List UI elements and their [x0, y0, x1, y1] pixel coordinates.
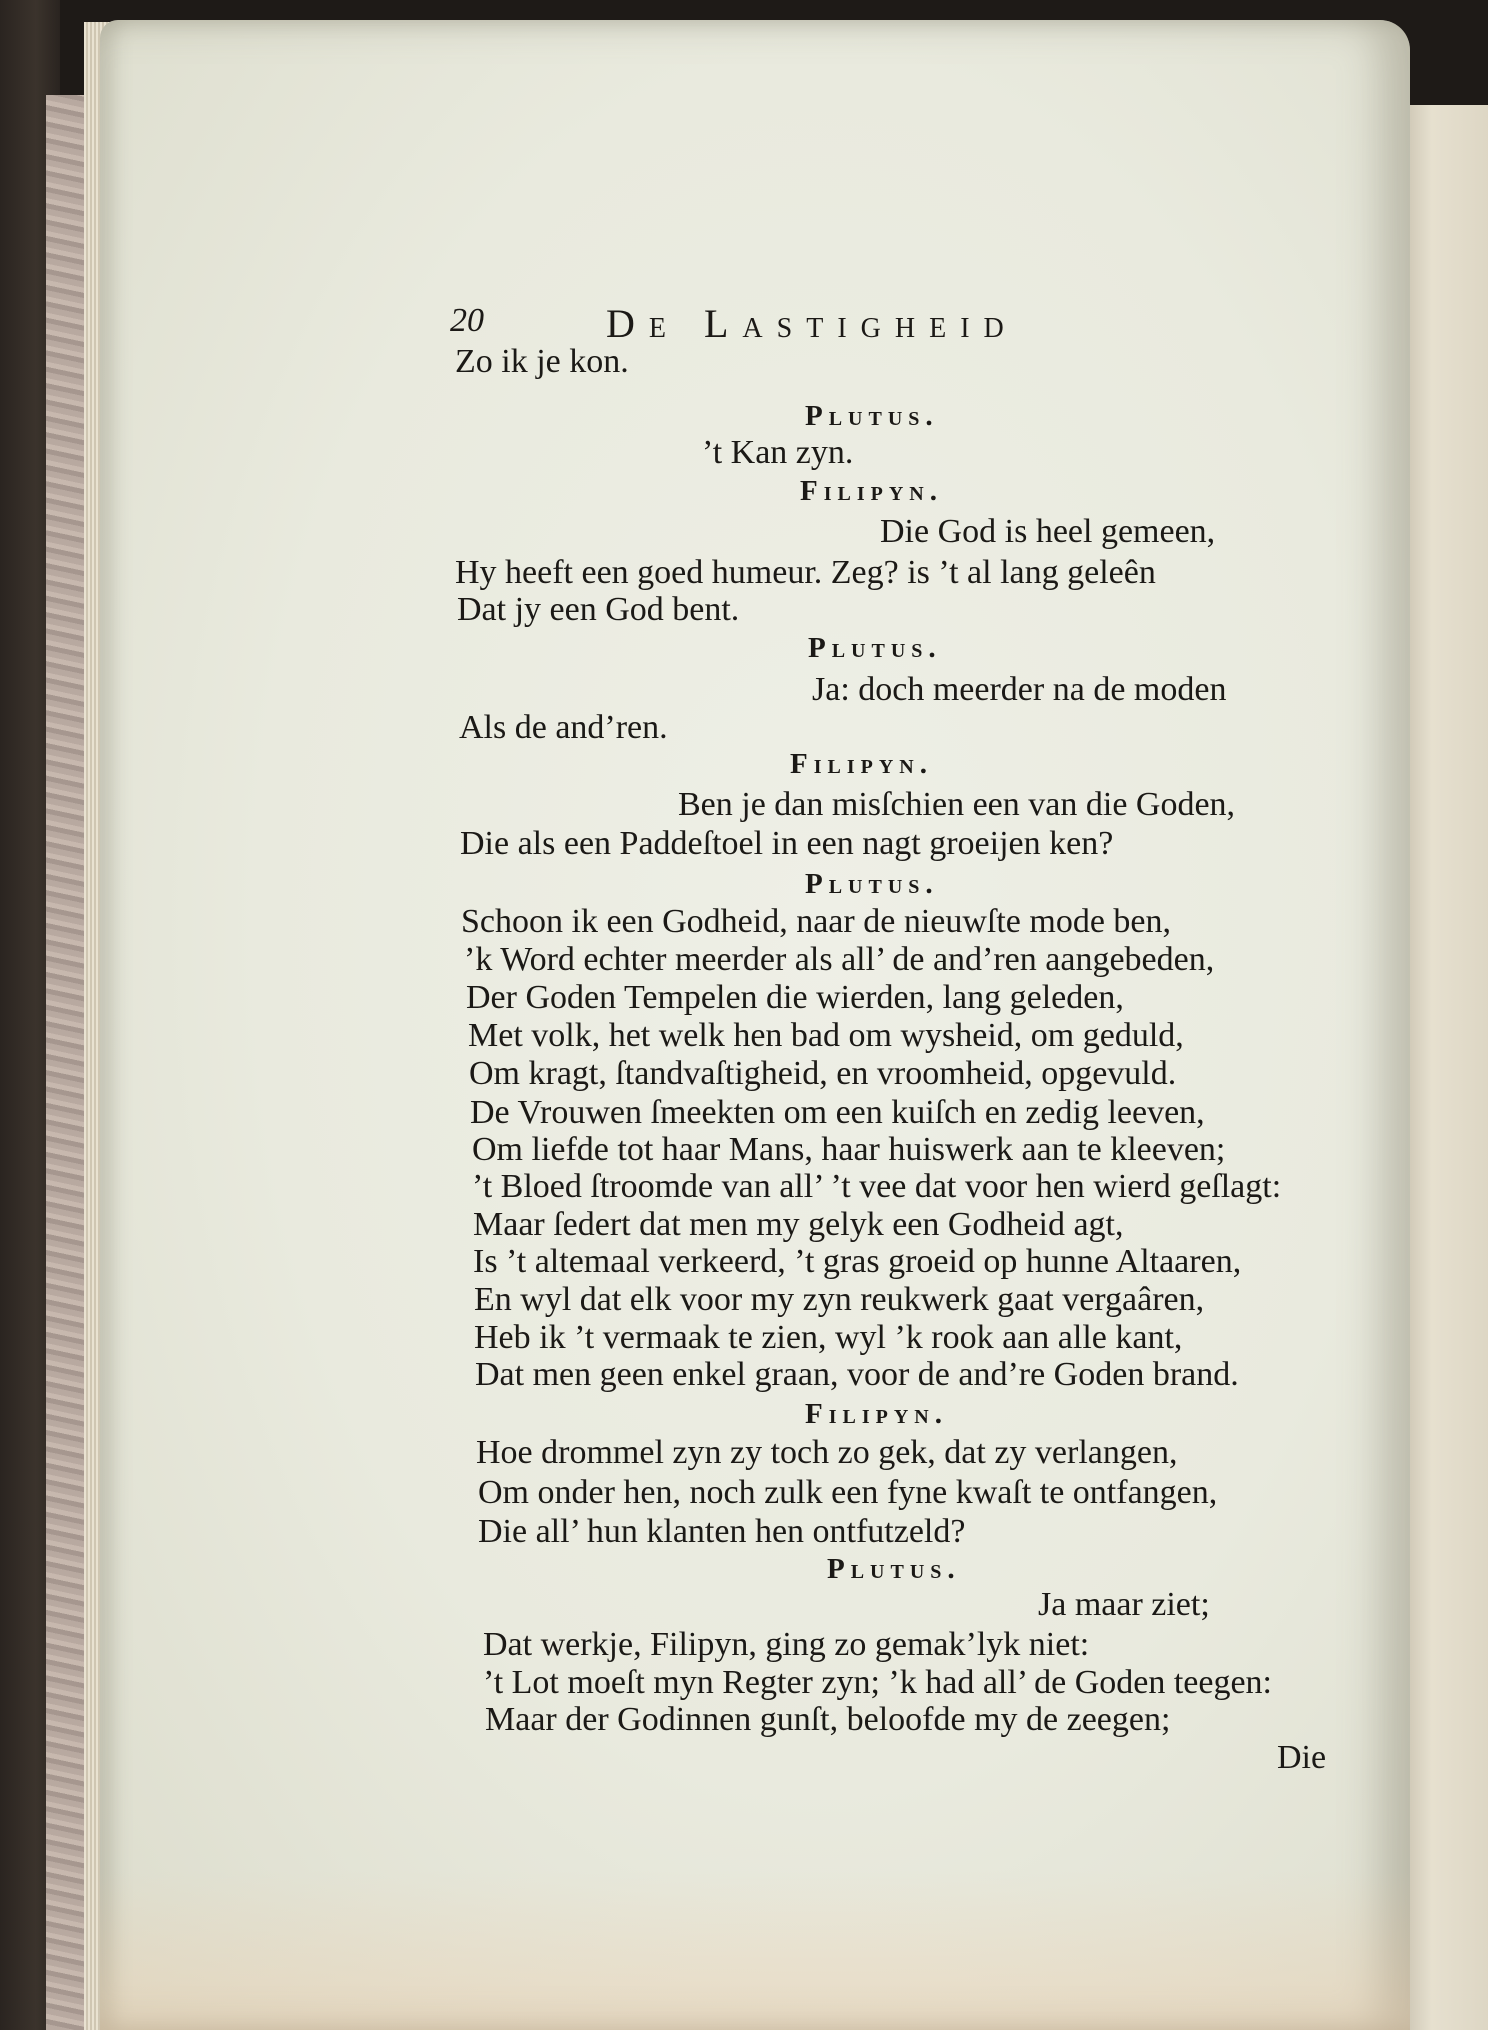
- verse-line: Dat men geen enkel graan, voor de and’re Goden brand.: [475, 1356, 1239, 1393]
- verse-line: En wyl dat elk voor my zyn reukwerk gaat vergaâren,: [474, 1281, 1205, 1318]
- speaker-name: Filipyn.: [805, 1398, 948, 1430]
- page-number: 20: [450, 302, 484, 339]
- speaker-name: Plutus.: [827, 1553, 961, 1585]
- verse-line: Heb ik ’t vermaak te zien, wyl ’k rook aan alle kant,: [474, 1319, 1183, 1356]
- verse-line: Zo ik je kon.: [455, 343, 629, 380]
- verse-line: Die all’ hun klanten hen ontfutzeld?: [478, 1513, 966, 1550]
- verse-line: Om onder hen, noch zulk een fyne kwaſt te ontfangen,: [478, 1474, 1218, 1511]
- verse-line: Dat jy een God bent.: [457, 591, 740, 628]
- verse-line: De Vrouwen ſmeekten om een kuiſch en zedig leeven,: [470, 1094, 1205, 1131]
- verse-line: Ben je dan misſchien een van die Goden,: [678, 786, 1236, 823]
- verse-line: Ja maar ziet;: [1038, 1586, 1210, 1623]
- verse-line: Is ’t altemaal verkeerd, ’t gras groeid op hunne Altaaren,: [473, 1243, 1242, 1280]
- verse-line: ’t Bloed ſtroomde van all’ ’t vee dat voor hen wierd geſlagt:: [472, 1168, 1282, 1205]
- running-title: De Lastigheid: [606, 301, 1018, 346]
- verse-line: Schoon ik een Godheid, naar de nieuwſte mode ben,: [461, 903, 1172, 940]
- verse-line: Met volk, het welk hen bad om wysheid, om geduld,: [468, 1017, 1184, 1054]
- verse-line: ’t Kan zyn.: [702, 434, 854, 471]
- speaker-name: Filipyn.: [790, 748, 933, 780]
- verse-line: Maar der Godinnen gunſt, beloofde my de zeegen;: [485, 1701, 1171, 1738]
- verse-line: Om liefde tot haar Mans, haar huiswerk aan te kleeven;: [472, 1131, 1226, 1168]
- speaker-name: Plutus.: [808, 632, 942, 664]
- speaker-name: Filipyn.: [800, 475, 943, 507]
- verse-line: Die als een Paddeſtoel in een nagt groeijen ken?: [460, 825, 1114, 862]
- verse-line: Maar ſedert dat men my gelyk een Godheid agt,: [473, 1206, 1124, 1243]
- verse-line: Als de and’ren.: [459, 709, 668, 746]
- verse-line: ’k Word echter meerder als all’ de and’ren aangebeden,: [464, 941, 1215, 978]
- verse-line: Die God is heel gemeen,: [880, 513, 1216, 550]
- verse-line: Ja: doch meerder na de moden: [812, 671, 1227, 708]
- speaker-name: Plutus.: [805, 868, 939, 900]
- verse-line: ’t Lot moeſt myn Regter zyn; ’k had all’ de Goden teegen:: [483, 1664, 1273, 1701]
- verse-line: Dat werkje, Filipyn, ging zo gemak’lyk niet:: [483, 1626, 1090, 1663]
- speaker-name: Plutus.: [805, 400, 939, 432]
- verse-line: Om kragt, ſtandvaſtigheid, en vroomheid, opgevuld.: [469, 1055, 1177, 1092]
- catchword: Die: [1277, 1739, 1327, 1776]
- verse-line: Der Goden Tempelen die wierden, lang geleden,: [466, 979, 1124, 1016]
- verse-line: Hy heeft een goed humeur. Zeg? is ’t al lang geleên: [455, 554, 1156, 591]
- verse-line: Hoe drommel zyn zy toch zo gek, dat zy verlangen,: [476, 1434, 1178, 1471]
